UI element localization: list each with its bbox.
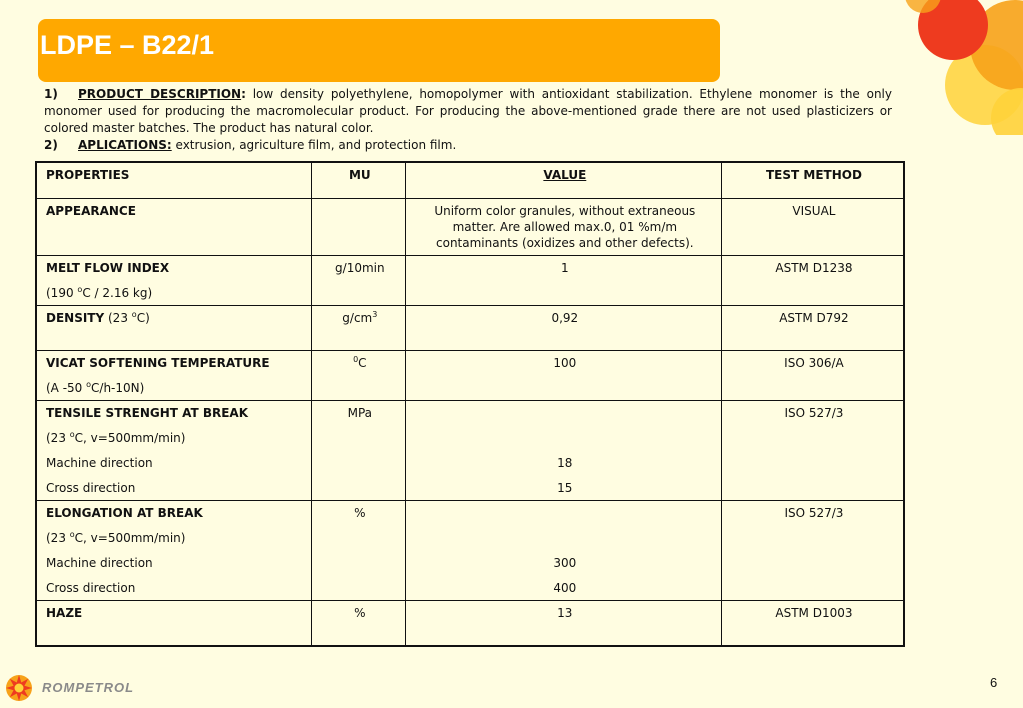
property-name: APPEARANCE bbox=[36, 199, 311, 256]
degree-sup: o bbox=[69, 430, 75, 439]
property-name-cell bbox=[36, 256, 311, 306]
machine-direction-value: 18 bbox=[557, 456, 573, 470]
machine-direction-label: Machine direction bbox=[46, 456, 153, 470]
property-name: HAZE bbox=[36, 601, 311, 646]
condition-text: (23 bbox=[104, 311, 132, 325]
property-value: 1 bbox=[405, 256, 721, 306]
spacer bbox=[415, 430, 715, 455]
rompetrol-logo-icon bbox=[4, 673, 34, 703]
header-properties: PROPERTIES bbox=[36, 162, 311, 199]
item-colon: : bbox=[241, 87, 246, 101]
property-name: MELT FLOW INDEX bbox=[46, 261, 170, 275]
property-method: ASTM D792 bbox=[721, 306, 904, 351]
property-name: DENSITY bbox=[46, 311, 105, 325]
property-name: TENSILE STRENGHT AT BREAK bbox=[46, 406, 249, 420]
table-row bbox=[36, 501, 904, 601]
product-description bbox=[44, 86, 892, 154]
degree-sup: o bbox=[131, 310, 137, 319]
item-label: APLICATIONS: bbox=[78, 138, 172, 152]
condition-text: C, v=500mm/min) bbox=[74, 431, 186, 445]
condition-text: C/h-10N) bbox=[91, 381, 145, 395]
spacer bbox=[415, 505, 715, 530]
cross-direction-value: 15 bbox=[557, 481, 573, 495]
table-row bbox=[36, 401, 904, 501]
table-row bbox=[36, 199, 904, 256]
degree-sup: o bbox=[86, 380, 92, 389]
property-mu: % bbox=[311, 601, 405, 646]
property-condition bbox=[46, 380, 305, 397]
machine-direction-value: 300 bbox=[553, 556, 577, 570]
header-mu: MU bbox=[311, 162, 405, 199]
property-method: ASTM D1003 bbox=[721, 601, 904, 646]
property-method: ISO 527/3 bbox=[721, 401, 904, 501]
property-value: 0,92 bbox=[405, 306, 721, 351]
condition-text: C, v=500mm/min) bbox=[74, 531, 186, 545]
property-mu: % bbox=[311, 501, 405, 601]
page-number: 6 bbox=[990, 675, 998, 690]
property-method: ASTM D1238 bbox=[721, 256, 904, 306]
header-value-text: VALUE bbox=[543, 168, 587, 182]
property-mu bbox=[311, 199, 405, 256]
condition-text: (A -50 bbox=[46, 381, 87, 395]
property-condition bbox=[46, 285, 305, 302]
condition-text: (23 bbox=[46, 431, 70, 445]
property-name: ELONGATION AT BREAK bbox=[46, 506, 203, 520]
description-item-2 bbox=[44, 137, 892, 154]
decorative-circles bbox=[903, 0, 1023, 135]
page-title: LDPE – B22/1 bbox=[40, 30, 215, 60]
properties-table bbox=[35, 161, 905, 647]
spacer bbox=[415, 530, 715, 555]
cross-direction-label: Cross direction bbox=[46, 481, 136, 495]
property-mu bbox=[311, 306, 405, 351]
item-number: 1) bbox=[44, 87, 58, 101]
condition-text: (190 bbox=[46, 286, 78, 300]
property-value bbox=[405, 401, 721, 501]
property-value bbox=[405, 501, 721, 601]
cross-direction-value: 400 bbox=[553, 581, 577, 595]
property-method: VISUAL bbox=[721, 199, 904, 256]
property-mu: g/10min bbox=[311, 256, 405, 306]
property-value: Uniform color granules, without extraneous matter. Are allowed max.0, 01 %m/m contaminants (oxidizes and other defects). bbox=[405, 199, 721, 256]
mu-sup: 3 bbox=[372, 310, 378, 319]
item-label: PRODUCT DESCRIPTION bbox=[78, 87, 242, 101]
table-row bbox=[36, 351, 904, 401]
property-condition bbox=[46, 430, 305, 455]
machine-direction-label: Machine direction bbox=[46, 556, 153, 570]
property-value: 13 bbox=[405, 601, 721, 646]
header-value bbox=[405, 162, 721, 199]
condition-text: (23 bbox=[46, 531, 70, 545]
degree-sup: o bbox=[77, 285, 83, 294]
condition-text: C / 2.16 kg) bbox=[82, 286, 153, 300]
degree-sup: o bbox=[69, 530, 75, 539]
table-row bbox=[36, 256, 904, 306]
property-condition bbox=[46, 530, 305, 555]
property-name: VICAT SOFTENING TEMPERATURE bbox=[46, 356, 270, 370]
property-name-cell bbox=[36, 351, 311, 401]
brand-name: ROMPETROL bbox=[42, 680, 135, 695]
property-name-cell bbox=[36, 306, 311, 351]
property-mu: MPa bbox=[311, 401, 405, 501]
table-row bbox=[36, 601, 904, 646]
property-name-cell bbox=[36, 501, 311, 601]
property-value: 100 bbox=[405, 351, 721, 401]
cross-direction-label: Cross direction bbox=[46, 581, 136, 595]
condition-text: C) bbox=[136, 311, 150, 325]
property-mu bbox=[311, 351, 405, 401]
mu-sup: 0 bbox=[353, 355, 359, 364]
header-test-method: TEST METHOD bbox=[721, 162, 904, 199]
mu-text: C bbox=[358, 356, 367, 370]
table-row bbox=[36, 306, 904, 351]
mu-text: g/cm bbox=[342, 311, 373, 325]
property-method: ISO 306/A bbox=[721, 351, 904, 401]
item-text: low density polyethylene, homopolymer with antioxidant stabilization. Ethylene monomer is the only monomer used for producing the macromolecular product. For producing the above-mentioned grade there are not used plasticizers or colored master batches. The product has natural color. bbox=[44, 87, 892, 135]
item-text: extrusion, agriculture film, and protection film. bbox=[171, 138, 457, 152]
table-header-row bbox=[36, 162, 904, 199]
property-method: ISO 527/3 bbox=[721, 501, 904, 601]
description-item-1 bbox=[44, 86, 892, 137]
property-name-cell bbox=[36, 401, 311, 501]
spacer bbox=[415, 405, 715, 430]
item-number: 2) bbox=[44, 138, 58, 152]
